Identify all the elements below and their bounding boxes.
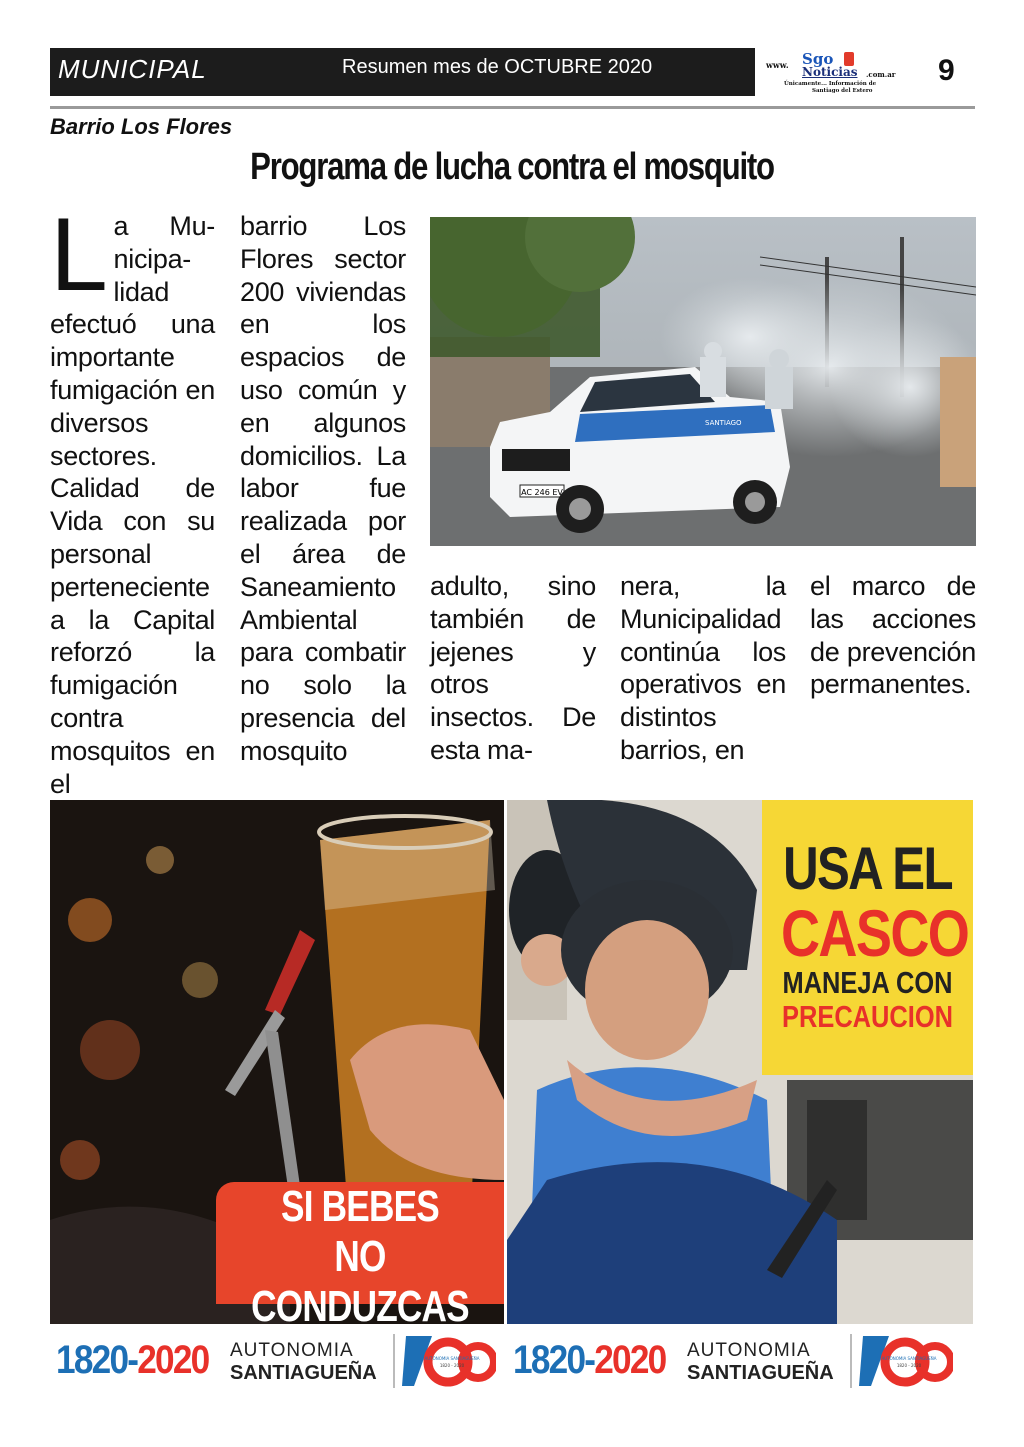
years-start: 1820- bbox=[56, 1338, 138, 1382]
logo-tagline-1: Únicamente... Información de bbox=[784, 81, 877, 87]
sgo-noticias-logo bbox=[766, 50, 916, 96]
drop-cap: L bbox=[50, 197, 108, 313]
santiaguena-label: SANTIAGUEÑA bbox=[230, 1362, 377, 1384]
autonomy-years bbox=[56, 1338, 209, 1383]
bicentennial-badge-icon bbox=[402, 1330, 496, 1392]
truck-door-text: SANTIAGO bbox=[705, 419, 742, 427]
column-1-text: a Mu-nicipa-lidad efectuó una importante fumigación en diversos sectores. Calidad de Vida con su personal perteneciente a la Capital reforzó la fumigación contra mosquitos en el bbox=[50, 211, 215, 799]
logo-sgo: Sgo bbox=[802, 50, 834, 68]
autonomy-label: AUTONOMIA bbox=[230, 1340, 354, 1361]
article-kicker: Barrio Los Flores bbox=[50, 114, 233, 139]
helmet-message-panel bbox=[762, 800, 973, 1075]
bicentennial-badge-icon bbox=[859, 1330, 953, 1392]
issue-date: Resumen mes de OCTUBRE 2020 bbox=[342, 56, 653, 78]
autonomy-strip-left bbox=[50, 1326, 504, 1398]
badge-years: 1820 - 2020 bbox=[439, 1363, 465, 1368]
logo-mark-icon bbox=[844, 52, 854, 66]
logo-noticias: Noticias bbox=[802, 65, 858, 79]
ad-right-line-1: USA EL bbox=[783, 835, 952, 902]
autonomy-strip-right bbox=[507, 1326, 973, 1398]
drunk-driving-banner bbox=[216, 1182, 504, 1324]
badge-years: 1820 - 2020 bbox=[896, 1363, 922, 1368]
article-column-5: el marco de las acciones de prevención permanentes. bbox=[810, 571, 976, 700]
article-column-3: adulto, sino también de jejenes y otros insectos. De esta ma- bbox=[430, 571, 596, 765]
years-start: 1820- bbox=[513, 1338, 595, 1382]
santiaguena-label: SANTIAGUEÑA bbox=[687, 1362, 834, 1384]
article-headline: Programa de lucha contra el mosquito bbox=[250, 146, 774, 188]
logo-www: www. bbox=[766, 60, 789, 70]
article-column-4: nera, la Municipalidad continúa los operativos en distintos barrios, en bbox=[620, 571, 786, 765]
article-column-2: barrio Los Flores sector 200 viviendas en los espacios de uso común y en algunos domicilios. La labor fue realizada por el área de Saneamiento Ambiental para combatir no solo la presencia del mosquito bbox=[240, 211, 406, 766]
ad-left-line-1: SI BEBES bbox=[281, 1182, 439, 1231]
logo-tagline-2: Santiago del Estero bbox=[812, 88, 873, 94]
strip-separator bbox=[393, 1334, 395, 1388]
section-header-bar bbox=[50, 48, 755, 96]
ad-left-line-2: NO CONDUZCAS bbox=[251, 1232, 469, 1324]
header-divider bbox=[50, 106, 975, 109]
article-column-1 bbox=[50, 197, 215, 800]
helmet-safety-ad bbox=[507, 800, 973, 1324]
autonomy-label: AUTONOMIA bbox=[687, 1340, 811, 1361]
drunk-driving-ad bbox=[50, 800, 504, 1324]
badge-text: AUTONOMIA SANTIAGUEÑA bbox=[881, 1356, 937, 1361]
page-number: 9 bbox=[938, 54, 955, 87]
truck-photo-illustration bbox=[430, 217, 976, 546]
ad-right-line-4: PRECAUCION bbox=[782, 999, 953, 1034]
fumigation-truck-photo bbox=[430, 217, 976, 546]
ad-right-line-2: CASCO bbox=[780, 896, 969, 970]
license-plate: AC 246 EV bbox=[521, 488, 563, 497]
autonomy-years bbox=[513, 1338, 666, 1383]
logo-domain: .com.ar bbox=[866, 70, 896, 79]
years-end: 2020 bbox=[137, 1338, 209, 1382]
section-title: MUNICIPAL bbox=[58, 54, 207, 84]
strip-separator bbox=[850, 1334, 852, 1388]
years-end: 2020 bbox=[594, 1338, 666, 1382]
ad-right-line-3: MANEJA CON bbox=[782, 965, 953, 1000]
badge-text: AUTONOMIA SANTIAGUEÑA bbox=[424, 1356, 480, 1361]
